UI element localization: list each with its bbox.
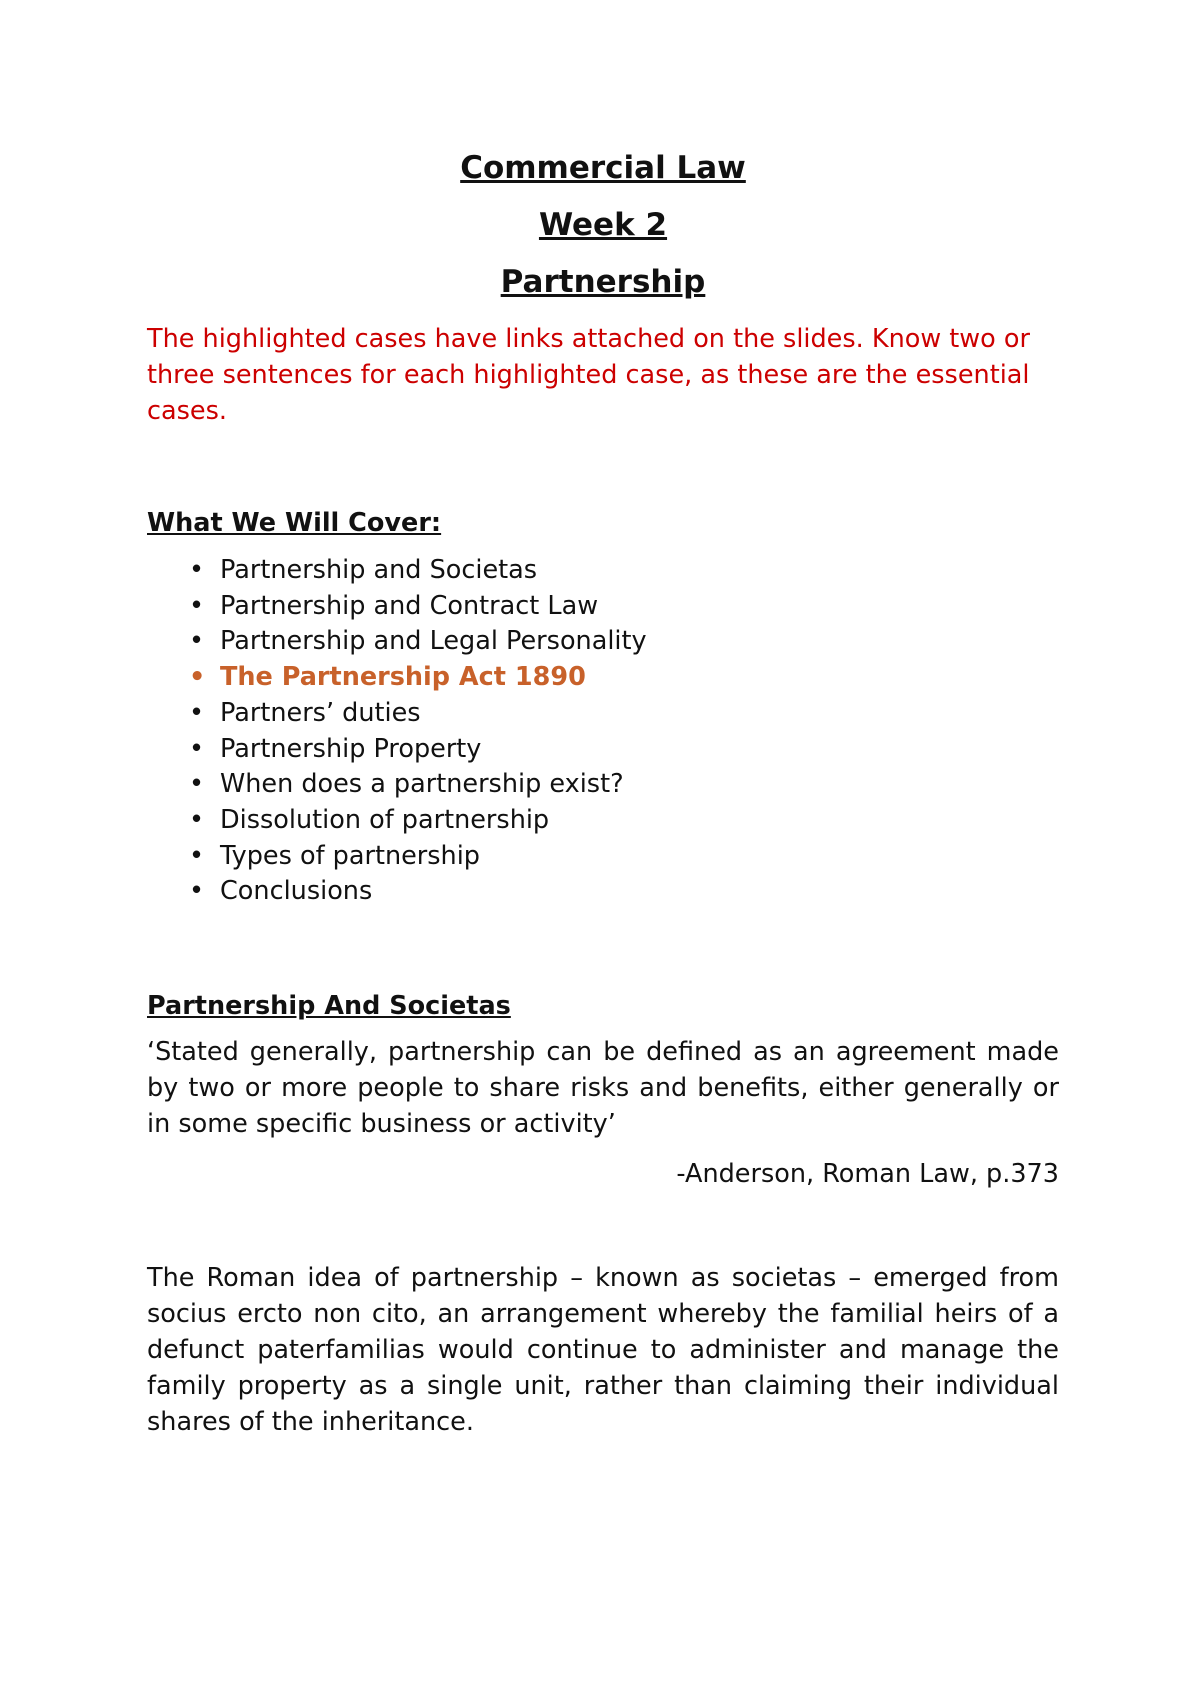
- quote-attribution: -Anderson, Roman Law, p.373: [676, 1159, 1059, 1190]
- list-item-text: The Partnership Act 1890: [220, 662, 586, 693]
- bullet-icon: •: [189, 733, 205, 764]
- societas-paragraph: The Roman idea of partnership – known as societas – emerged from socius ercto non cito, an arrangement whereby the familial heirs of a defunct paterfamilias would continue to administer and manage the family property as a single unit, rather than claiming their individual shares of the inheritance.: [147, 1263, 1059, 1438]
- list-item: [147, 874, 1059, 910]
- document-week: Week 2: [538, 207, 668, 243]
- bullet-icon: •: [189, 697, 205, 728]
- document-content: [147, 140, 1059, 1440]
- cover-heading: What We Will Cover:: [147, 508, 442, 538]
- list-item-text: Partnership and Legal Personality: [220, 626, 647, 657]
- list-item: [147, 767, 1059, 803]
- list-item-text: Partnership Property: [220, 733, 482, 764]
- list-item: [147, 803, 1059, 839]
- document-title: Commercial Law: [460, 150, 746, 186]
- list-item-text: Partnership and Societas: [220, 555, 538, 585]
- list-item: [147, 696, 1059, 732]
- definition-quote: ‘Stated generally, partnership can be defined as an agreement made by two or more people to share risks and benefits, either generally or in some specific business or activity’: [147, 1037, 1059, 1140]
- list-item-highlighted: [147, 660, 1059, 696]
- list-item: [147, 553, 1059, 589]
- document-topic: Partnership: [500, 264, 706, 300]
- bullet-icon: •: [189, 555, 205, 585]
- bullet-icon: •: [189, 804, 205, 835]
- intro-note: The highlighted cases have links attached on the slides. Know two or three sentences for each highlighted case, as these are the essential cases.: [147, 324, 1030, 426]
- list-item-text: Partners’ duties: [220, 697, 421, 728]
- list-item: [147, 732, 1059, 768]
- list-item: [147, 839, 1059, 875]
- list-item: [147, 589, 1059, 625]
- list-item: [147, 624, 1059, 660]
- cover-list: [147, 553, 1059, 910]
- bullet-icon: •: [189, 662, 206, 693]
- list-item-text: When does a partnership exist?: [220, 769, 624, 800]
- list-item-text: Partnership and Contract Law: [220, 590, 599, 621]
- list-item-text: Conclusions: [220, 876, 373, 907]
- bullet-icon: •: [189, 840, 205, 871]
- list-item-text: Types of partnership: [220, 840, 480, 871]
- bullet-icon: •: [189, 876, 205, 907]
- list-item-text: Dissolution of partnership: [220, 804, 550, 835]
- bullet-icon: •: [189, 769, 205, 800]
- bullet-icon: •: [189, 590, 205, 621]
- bullet-icon: •: [189, 626, 205, 657]
- societas-heading: Partnership And Societas: [147, 991, 511, 1022]
